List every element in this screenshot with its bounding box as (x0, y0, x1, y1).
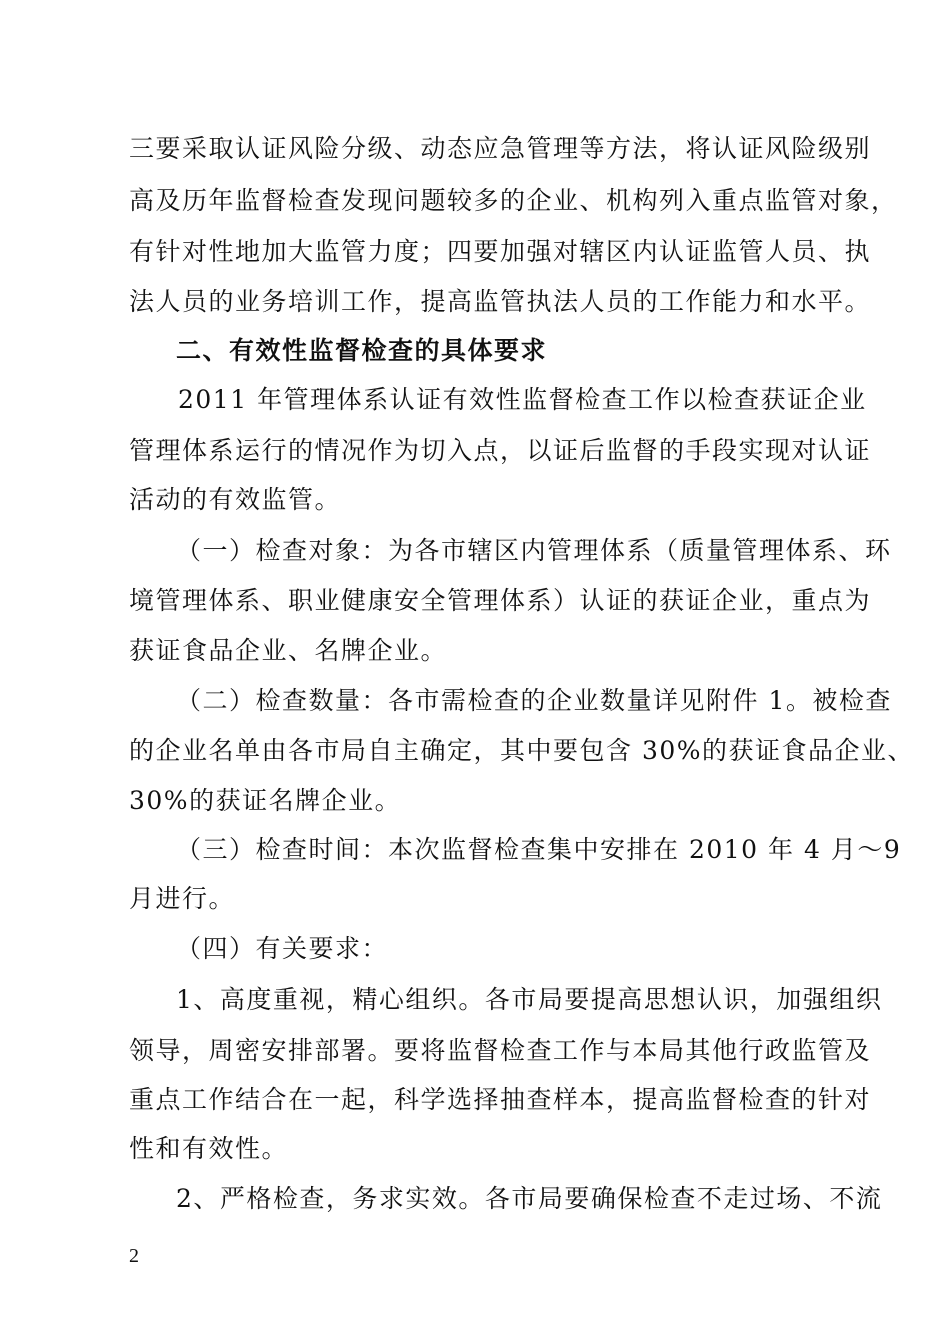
paragraph-line: 领导，周密安排部署。要将监督检查工作与本局其他行政监管及 (129, 1036, 872, 1065)
paragraph-line: 30%的获证名牌企业。 (129, 786, 402, 815)
paragraph-line: 月进行。 (129, 884, 236, 913)
paragraph-line: 2、严格检查，务求实效。各市局要确保检查不走过场、不流 (176, 1184, 883, 1213)
paragraph-line: 1、高度重视，精心组织。各市局要提高思想认识，加强组织 (176, 985, 883, 1014)
paragraph-line: 重点工作结合在一起，科学选择抽查样本，提高监督检查的针对 (129, 1085, 872, 1114)
paragraph-line: 境管理体系、职业健康安全管理体系）认证的获证企业，重点为 (129, 586, 872, 615)
paragraph-line: 获证食品企业、名牌企业。 (129, 636, 448, 665)
paragraph-line: （一）检查对象：为各市辖区内管理体系（质量管理体系、环 (176, 536, 892, 565)
paragraph-line: （三）检查时间：本次监督检查集中安排在 2010 年 4 月～9 (176, 835, 902, 864)
page-number: 2 (129, 1245, 139, 1267)
paragraph-line: 管理体系运行的情况作为切入点，以证后监督的手段实现对认证 (129, 436, 872, 465)
section-heading: 二、有效性监督检查的具体要求 (176, 336, 548, 365)
paragraph-line: 性和有效性。 (129, 1134, 289, 1163)
paragraph-line: 2011 年管理体系认证有效性监督检查工作以检查获证企业 (178, 385, 867, 414)
paragraph-line: 高及历年监督检查发现问题较多的企业、机构列入重点监管对象， (129, 186, 898, 215)
paragraph-line: 的企业名单由各市局自主确定，其中要包含 30%的获证食品企业、 (129, 736, 915, 765)
paragraph-line: 有针对性地加大监管力度；四要加强对辖区内认证监管人员、执 (129, 237, 872, 266)
subheading: （四）有关要求： (176, 934, 389, 963)
paragraph-line: （二）检查数量：各市需检查的企业数量详见附件 1。被检查 (176, 686, 892, 715)
paragraph-line: 活动的有效监管。 (129, 485, 342, 514)
paragraph-line: 三要采取认证风险分级、动态应急管理等方法，将认证风险级别 (129, 134, 872, 163)
paragraph-line: 法人员的业务培训工作，提高监管执法人员的工作能力和水平。 (129, 287, 872, 316)
